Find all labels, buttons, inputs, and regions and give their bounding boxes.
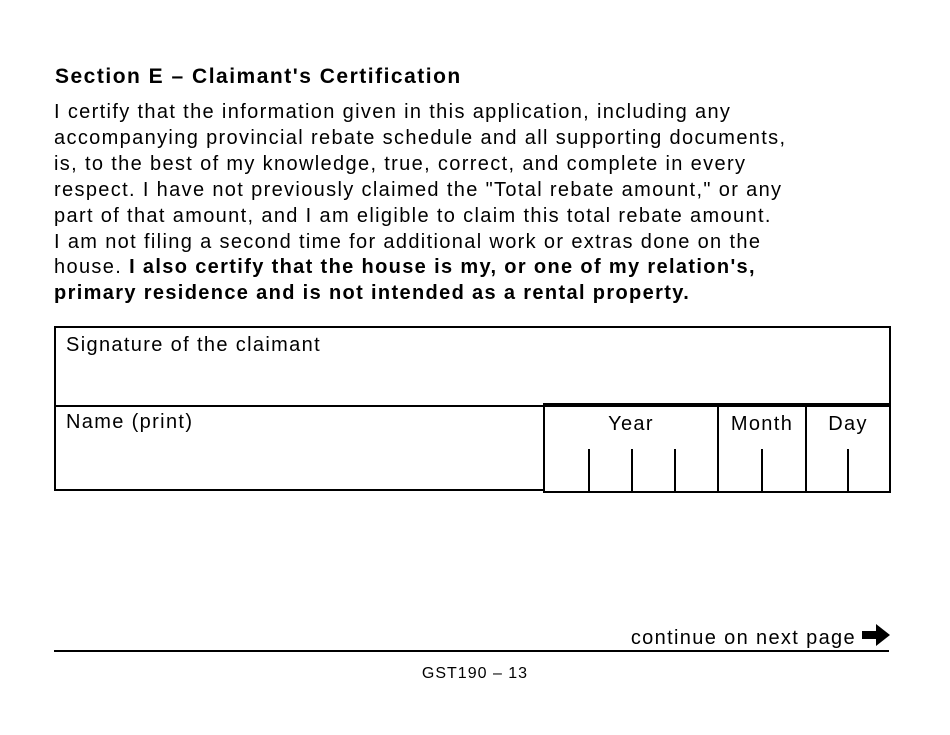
day-digit-tick xyxy=(847,449,849,491)
year-digit-tick xyxy=(631,449,633,491)
continue-text: continue on next page xyxy=(630,626,856,649)
year-digit-tick xyxy=(588,449,590,491)
page-number: GST190 – 13 xyxy=(421,665,529,682)
section-title: Section E – Claimant's Certification xyxy=(55,65,462,88)
name-label: Name (print) xyxy=(66,411,194,433)
certification-line: I am not filing a second time for additional work or extras done on the xyxy=(54,230,762,253)
arrow-right-icon xyxy=(862,624,890,652)
certification-text xyxy=(54,100,904,307)
certification-bold-statement-end: primary residence and is not intended as a rental property. xyxy=(54,282,691,305)
continue-note xyxy=(631,624,890,652)
year-label: Year xyxy=(608,413,654,435)
certification-line: part of that amount, and I am eligible to claim this total rebate amount. xyxy=(54,204,772,227)
certification-line: is, to the best of my knowledge, true, correct, and complete in every xyxy=(54,152,747,175)
certification-line: respect. I have not previously claimed the "Total rebate amount," or any xyxy=(54,178,783,201)
year-month-divider xyxy=(717,405,719,491)
certification-line: accompanying provincial rebate schedule and all supporting documents, xyxy=(54,126,787,149)
signature-label: Signature of the claimant xyxy=(66,334,321,356)
date-field xyxy=(543,403,891,493)
certification-line-7-normal: house. xyxy=(54,256,130,279)
day-label: Day xyxy=(828,413,868,435)
name-print-field[interactable] xyxy=(54,403,545,491)
signature-field[interactable] xyxy=(54,326,891,407)
certification-line-8 xyxy=(54,281,904,307)
year-digit-tick xyxy=(674,449,676,491)
certification-bold-statement: I also certify that the house is my, or one of my relation's, xyxy=(129,256,756,279)
month-day-divider xyxy=(805,405,807,491)
certification-line-7 xyxy=(54,255,904,281)
certification-line: I certify that the information given in this application, including any xyxy=(54,101,732,123)
footer-rule xyxy=(54,650,889,652)
month-digit-tick xyxy=(761,449,763,491)
month-label: Month xyxy=(730,413,794,435)
